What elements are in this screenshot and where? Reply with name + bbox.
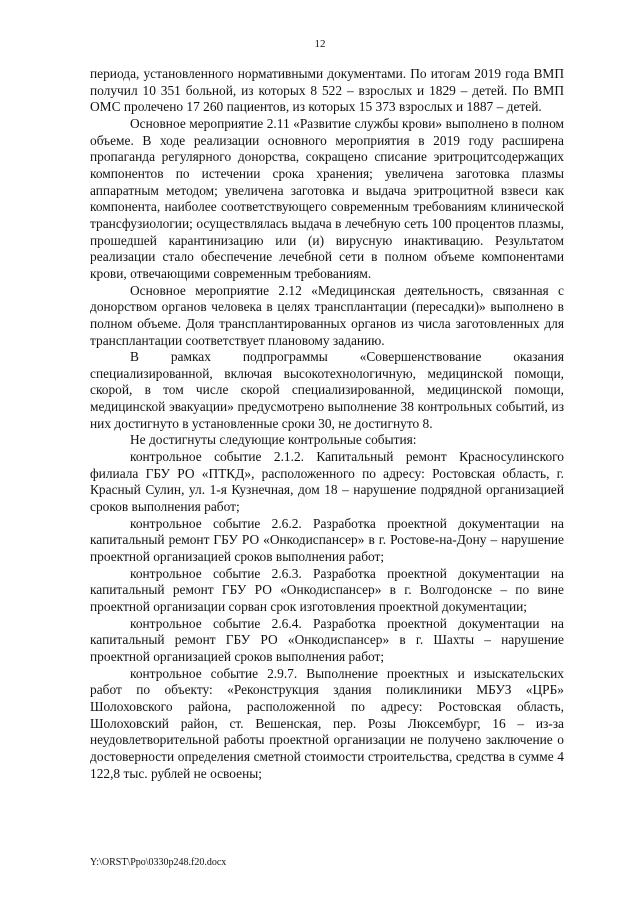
paragraph-blood-service: Основное мероприятие 2.11 «Развитие службы крови» выполнено в полном объеме. В ходе реализации основного мероприятия в 2019 году расширена пропаганда регулярного донорства, сокращено списание эритроцитсодержащих компонентов по истечении срока хранения; увеличена заготовка плазмы аппаратным методом; увеличена заготовка и выдача эритроцитной взвеси как компонента, наиболее соответствующего современным требованиям клинической трансфузиологии; осуществлялась выдача в лечебную сеть 100 процентов плазмы, прошедшей карантинизацию или (и) вирусную инактивацию. Результатом реализации стало обеспечение лечебной сети в полном объеме компонентами крови, отвечающими современным требованиям. [90,115,564,281]
footer-file-path: Y:\ORST\Ppo\0330p248.f20.docx [90,857,227,868]
paragraph-event-2-6-2: контрольное событие 2.6.2. Разработка проектной документации на капитальный ремонт ГБУ РО «Онкодиспансер» в г. Ростове-на-Дону – нарушение проектной организацией сроков выполнения работ; [90,515,564,565]
page-number: 12 [314,38,326,50]
paragraph-vmp-results: периода, установленного нормативными документами. По итогам 2019 года ВМП получил 10 351 больной, из которых 8 522 – взрослых и 1829 – детей. По ВМП ОМС пролечено 17 260 пациентов, из которых 15 373 взрослых и 1887 – детей. [90,66,564,115]
paragraph-subprogram-events: В рамках подпрограммы «Совершенствование оказания специализированной, включая высокотехнологичную, медицинской помощи, скорой, в том числе скорой специализированной, медицинской помощи, медицинской эвакуации» предусмотрено выполнение 38 контрольных событий, из них достигнуто в установленные сроки 30, не достигнуто 8. [90,349,564,431]
document-body [90,66,564,782]
paragraph-event-2-6-4: контрольное событие 2.6.4. Разработка проектной документации на капитальный ремонт ГБУ РО «Онкодиспансер» в г. Шахты – нарушение проектной организацией сроков выполнения работ; [90,615,564,664]
paragraph-event-2-6-3: контрольное событие 2.6.3. Разработка проектной документации на капитальный ремонт ГБУ РО «Онкодиспансер» в г. Волгодонске – по вине проектной организации сорван срок изготовления проектной документации; [90,565,564,614]
paragraph-event-2-9-7: контрольное событие 2.9.7. Выполнение проектных и изыскательских работ по объекту: «Реконструкция здания поликлиники МБУЗ «ЦРБ» Шолоховского района, расположенной по адресу: Ростовская область, Шолоховский район, ст. Вешенская, пер. Розы Люксембург, 16 – из-за неудовлетворительной работы проектной организации не получено заключение о достоверности определения сметной стоимости строительства, средства в сумме 4 122,8 тыс. рублей не освоены; [90,665,564,781]
paragraph-event-2-1-2: контрольное событие 2.1.2. Капитальный ремонт Красносулинского филиала ГБУ РО «ПТКД», расположенного по адресу: Ростовская область, г. Красный Сулин, ул. 1-я Кузнечная, дом 18 – нарушение подрядной организацией сроков выполнения работ; [90,449,564,515]
paragraph-not-achieved-intro: Не достигнуты следующие контрольные события: [130,432,417,448]
paragraph-organ-donation: Основное мероприятие 2.12 «Медицинская деятельность, связанная с донорством органов человека в целях трансплантации (пересадки)» выполнено в полном объеме. Доля трансплантированных органов из числа заготовленных для трансплантации соответствует плановому заданию. [90,282,564,348]
